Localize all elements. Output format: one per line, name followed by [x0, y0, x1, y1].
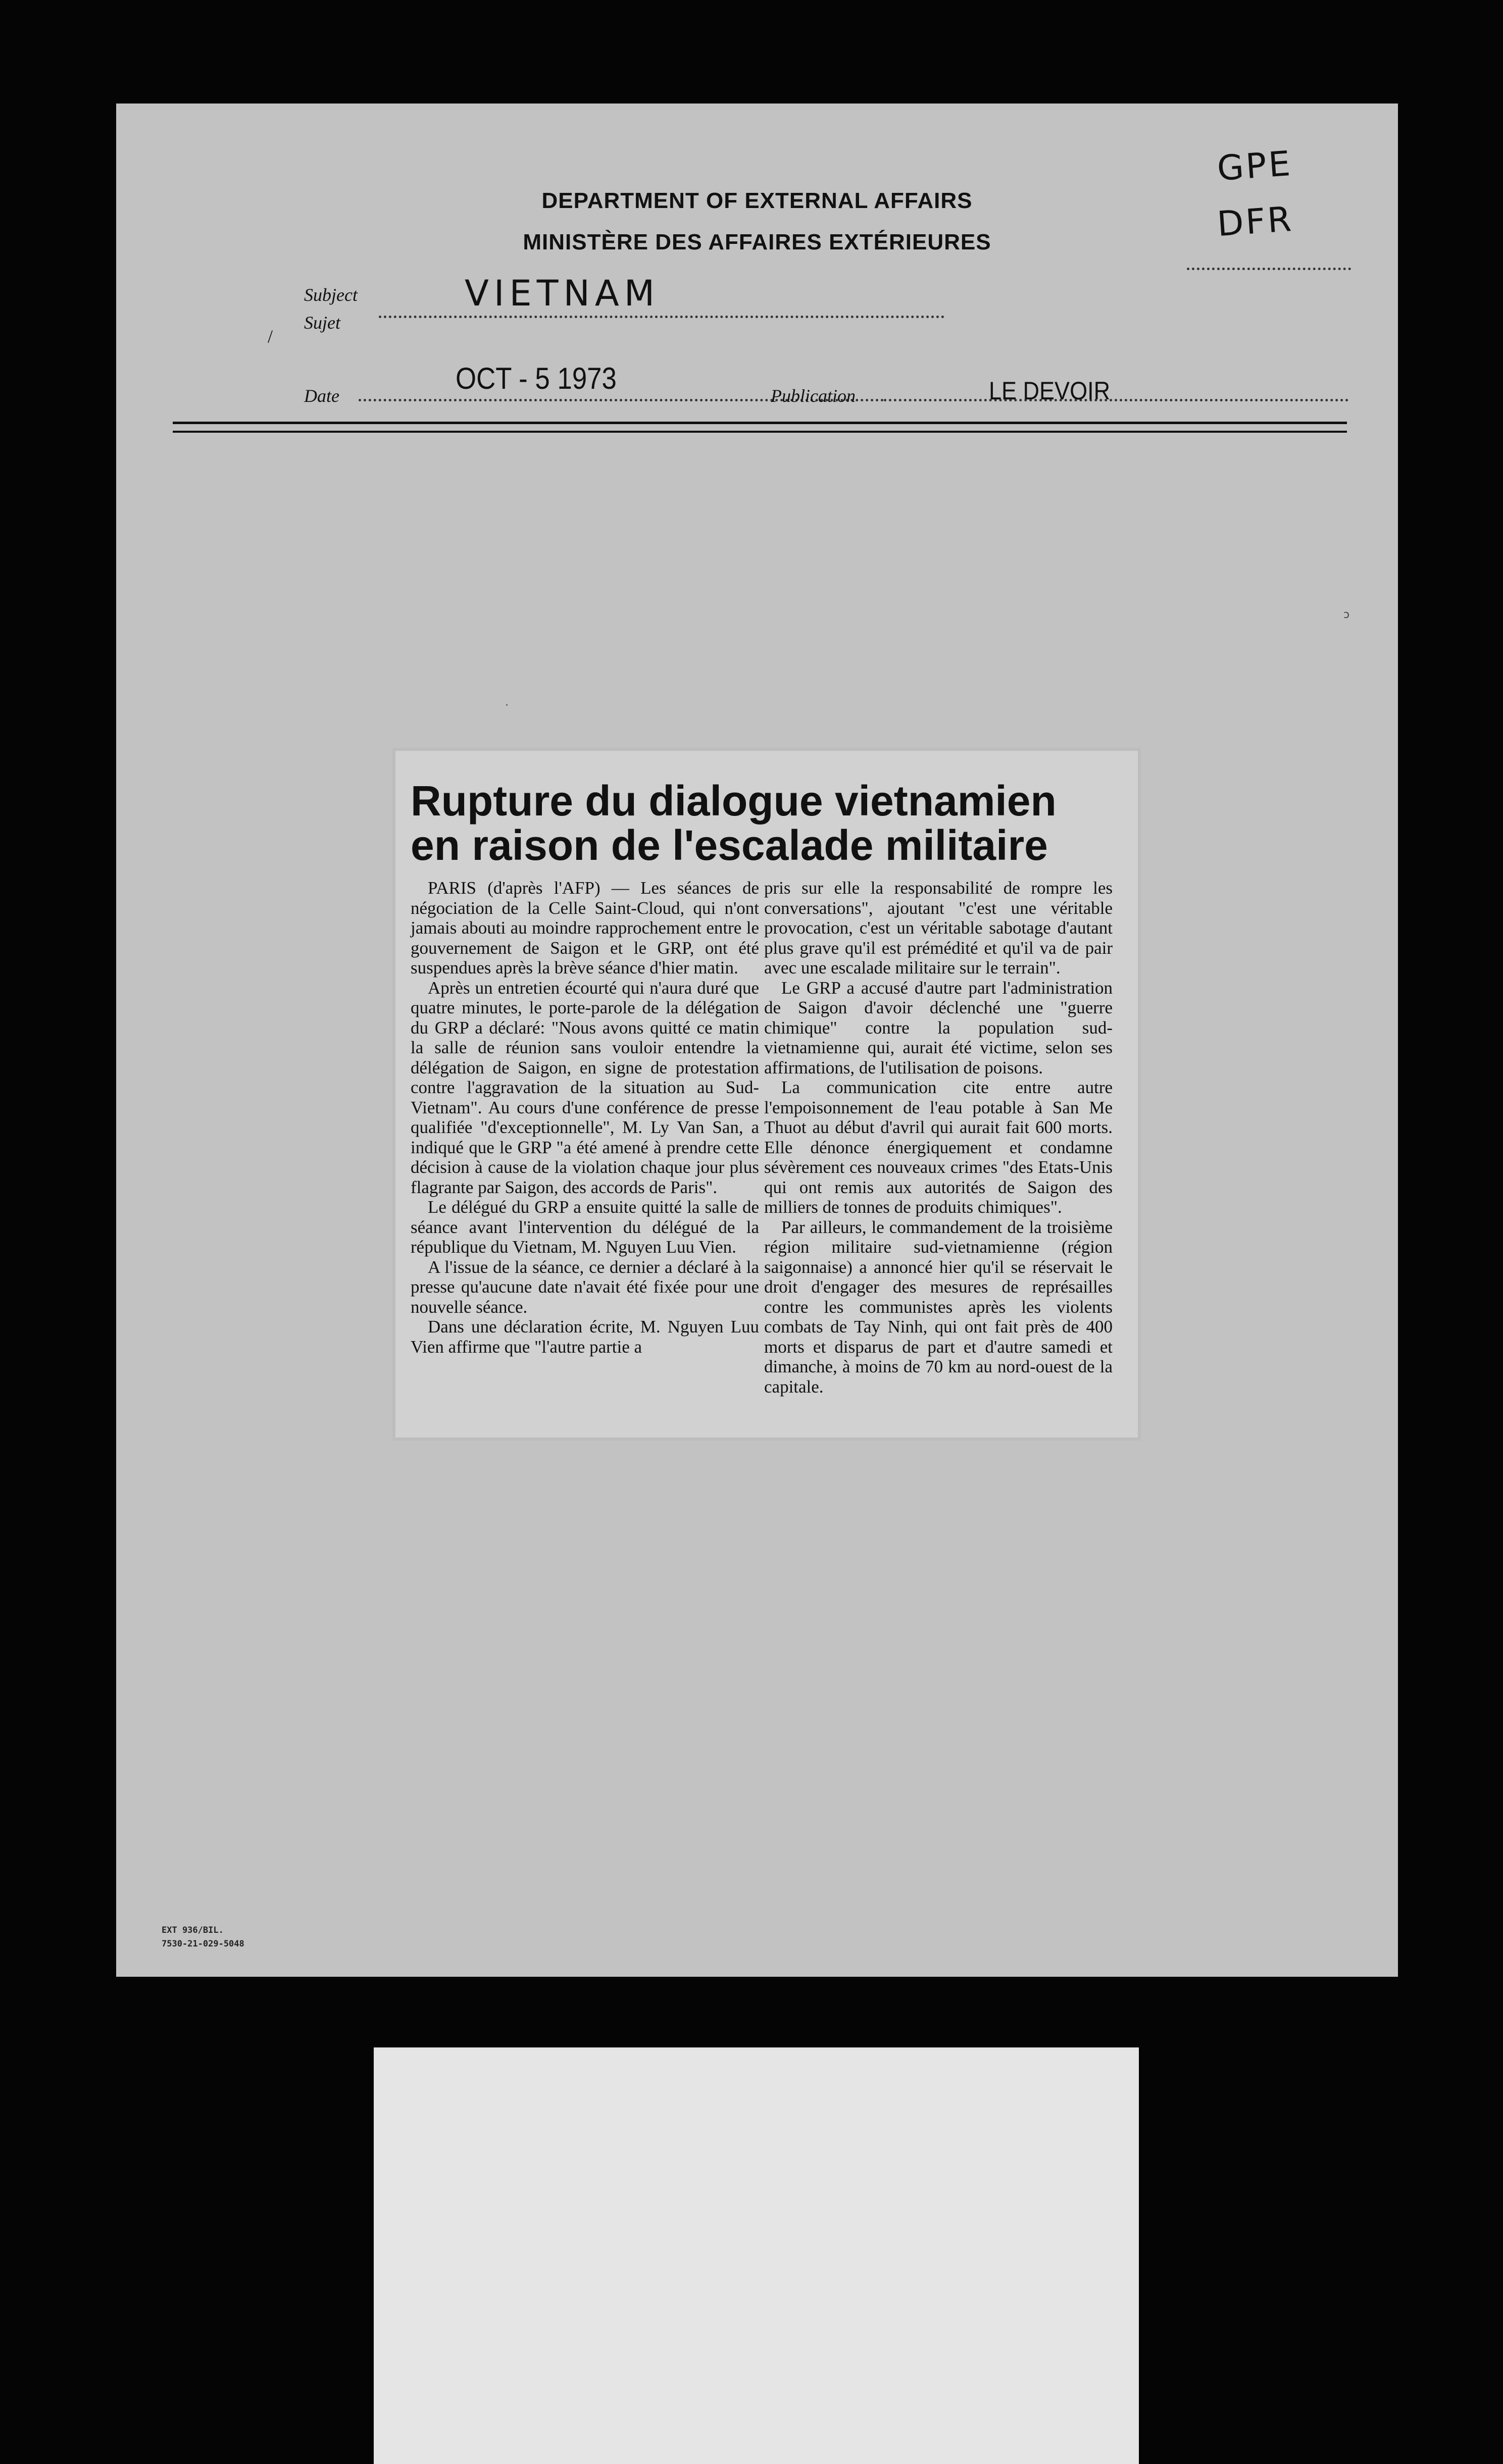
form-number-line-2: 7530-21-029-5048 [162, 1939, 244, 1949]
slash-mark: / [268, 326, 273, 346]
routing-dotted-line [1187, 268, 1351, 270]
article-column-2 [764, 878, 1113, 1397]
document-sheet [116, 104, 1398, 1977]
subject-field-line [379, 316, 944, 318]
paper-speck: ɔ [1343, 608, 1350, 621]
article-paragraph: Le GRP a accusé d'autre part l'administration de Saigon d'avoir déclenché une "guerre chimique" contre la population sud-vietnamienne qui, aurait été victime, selon ses affirmations, de l'utilisation de poisons. [764, 978, 1113, 1077]
handwritten-initials-1: GPE [1216, 143, 1294, 189]
header-rule-top [173, 422, 1347, 424]
clipping-headline [411, 779, 1133, 867]
publication-label: Publication [771, 386, 856, 406]
header-rule-bottom [173, 431, 1347, 433]
letterhead-english: DEPARTMENT OF EXTERNAL AFFAIRS [541, 188, 973, 213]
form-number-line-1: EXT 936/BIL. [162, 1925, 224, 1935]
date-stamp-value: OCT - 5 1973 [456, 362, 617, 395]
form-number [162, 1924, 244, 1951]
headline-line-2: en raison de l'escalade militaire [411, 822, 1048, 869]
article-paragraph: La communication cite entre autre l'empoisonnement de l'eau potable à San Me Thuot au début d'avril qui aurait fait 600 morts. Elle dénonce énergiquement et condamne sévèrement ces nouveaux crimes "des Etats-Unis qui ont remis aux autorités de Saigon des milliers de tonnes de produits chimiques". [764, 1077, 1113, 1217]
newspaper-clipping [395, 751, 1138, 1438]
article-column-1 [411, 878, 759, 1357]
paper-speck: · [505, 699, 509, 712]
publication-field-line [884, 399, 1348, 401]
article-paragraph: Dans une déclaration écrite, M. Nguyen Luu Vien affirme que "l'autre partie a [411, 1317, 759, 1357]
publication-value: LE DEVOIR [989, 377, 1111, 405]
letterhead-french: MINISTÈRE DES AFFAIRES EXTÉRIEURES [523, 230, 991, 254]
sujet-label: Sujet [304, 313, 340, 333]
handwritten-initials-2: DFR [1216, 199, 1295, 245]
subject-label: Subject [304, 285, 358, 305]
article-paragraph: pris sur elle la responsabilité de rompre les conversations", ajoutant "c'est une véritable provocation, c'est un véritable sabotage d'autant plus grave qu'il est prémédité et qu'il va de pair avec une escalade militaire sur le terrain". [764, 878, 1113, 978]
article-paragraph: A l'issue de la séance, ce dernier a déclaré à la presse qu'aucune date n'avait été fixée pour une nouvelle séance. [411, 1257, 759, 1317]
subject-value: VIETNAM [465, 273, 660, 314]
article-paragraph: Par ailleurs, le commandement de la troisième région militaire sud-vietnamienne (région saigonnaise) a annoncé hier qu'il se réservait le droit d'engager des mesures de représailles contre les communistes après les violents combats de Tay Ninh, qui ont fait près de 400 morts et disparus de part et d'autre samedi et dimanche, à moins de 70 km au nord-ouest de la capitale. [764, 1217, 1113, 1397]
paper-slip [374, 2047, 1139, 2464]
date-label: Date [304, 386, 339, 406]
article-paragraph: Après un entretien écourté qui n'aura duré que quatre minutes, le porte-parole de la délégation du GRP a déclaré: "Nous avons quitté ce matin la salle de réunion sans vouloir entendre la délégation de Saigon, en signe de protestation contre l'aggravation de la situation au Sud-Vietnam". Au cours d'une conférence de presse qualifiée "d'exceptionnelle", M. Ly Van San, a indiqué que le GRP "a été amené à prendre cette décision à cause de la violation chaque jour plus flagrante par Saigon, des accords de Paris". [411, 978, 759, 1197]
article-paragraph: PARIS (d'après l'AFP) — Les séances de négociation de la Celle Saint-Cloud, qui n'ont jamais abouti au moindre rapprochement entre le gouvernement de Saigon et le GRP, ont été suspendues après la brève séance d'hier matin. [411, 878, 759, 978]
headline-line-1: Rupture du dialogue vietnamien [411, 777, 1057, 825]
article-paragraph: Le délégué du GRP a ensuite quitté la salle de séance avant l'intervention du délégué de la république du Vietnam, M. Nguyen Luu Vien. [411, 1197, 759, 1257]
